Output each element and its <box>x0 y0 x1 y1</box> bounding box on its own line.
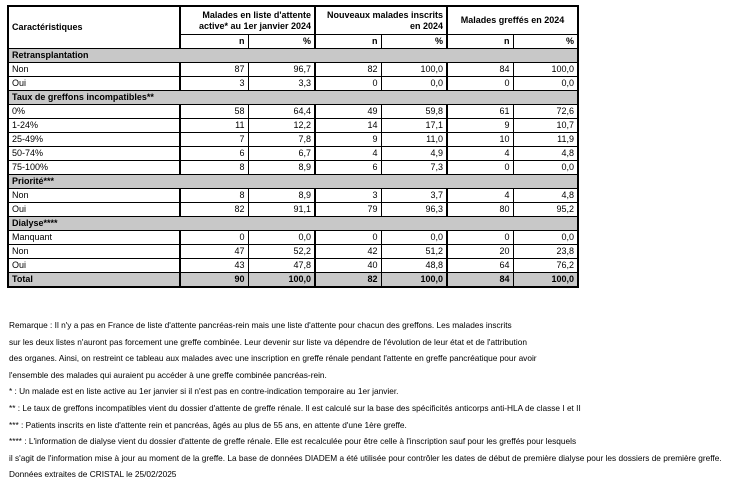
row-label: Manquant <box>8 231 180 245</box>
cell-value: 61 <box>447 105 513 119</box>
subheader-n-1: n <box>180 35 248 49</box>
cell-value: 84 <box>447 63 513 77</box>
cell-value: 3 <box>180 77 248 91</box>
section-title: Retransplantation <box>8 49 578 63</box>
cell-value: 0 <box>315 77 381 91</box>
cell-value: 4 <box>447 147 513 161</box>
cell-value: 100,0 <box>381 63 447 77</box>
cell-value: 0 <box>180 231 248 245</box>
footnote-line-3: l'ensemble des malades qui auraient pu accéder à une greffe combinée pancréas-rein. <box>9 369 327 380</box>
cell-value: 8,9 <box>248 189 315 203</box>
table-row-3-0 <box>8 231 578 245</box>
cell-value: 17,1 <box>381 119 447 133</box>
cell-value: 100,0 <box>513 63 578 77</box>
row-label: Non <box>8 63 180 77</box>
cell-value: 80 <box>447 203 513 217</box>
cell-value: 84 <box>447 273 513 288</box>
cell-value: 76,2 <box>513 259 578 273</box>
cell-value: 3 <box>315 189 381 203</box>
footnote-line-4: * : Un malade est en liste active au 1er janvier si il n'est pas en contre-indication temporaire au 1er janvier. <box>9 386 399 397</box>
table-row-1-4 <box>8 161 578 175</box>
table-row-total <box>8 273 578 288</box>
cell-value: 7,8 <box>248 133 315 147</box>
row-label: 50-74% <box>8 147 180 161</box>
cell-value: 10,7 <box>513 119 578 133</box>
cell-value: 64 <box>447 259 513 273</box>
cell-value: 0,0 <box>381 231 447 245</box>
table-row-2-0 <box>8 189 578 203</box>
cell-value: 10 <box>447 133 513 147</box>
subheader-pct-3: % <box>513 35 578 49</box>
col-group-new-patients-line2: en 2024 <box>409 20 444 31</box>
cell-value: 3,7 <box>381 189 447 203</box>
subheader-n-3: n <box>447 35 513 49</box>
cell-value: 47 <box>180 245 248 259</box>
col-group-waiting-list <box>180 6 315 35</box>
section-row-0 <box>8 49 578 63</box>
cell-value: 23,8 <box>513 245 578 259</box>
cell-value: 0 <box>315 231 381 245</box>
footnote-line-2: des organes. Ainsi, on restreint ce tableau aux malades avec une inscription en greffe rénale pendant l'attente en greffe pancréatique pour avoir <box>9 353 537 364</box>
cell-value: 0,0 <box>513 161 578 175</box>
cell-value: 0 <box>447 161 513 175</box>
section-title: Taux de greffons incompatibles** <box>8 91 578 105</box>
col-group-waiting-list-line1: Malades en liste d'attente <box>202 9 312 20</box>
footnotes-block <box>9 317 750 483</box>
cell-value: 48,8 <box>381 259 447 273</box>
cell-value: 8 <box>180 161 248 175</box>
cell-value: 40 <box>315 259 381 273</box>
footnote-line-1: sur les deux listes n'auront pas forcement une greffe combinée. Leur devenir sur liste va dépendre de l'évolution de leur état et de l'attribution <box>9 336 527 347</box>
cell-value: 4 <box>447 189 513 203</box>
row-label: 75-100% <box>8 161 180 175</box>
cell-value: 72,6 <box>513 105 578 119</box>
cell-value: 82 <box>315 63 381 77</box>
cell-value: 11,0 <box>381 133 447 147</box>
footnote-line-9: Données extraites de CRISTAL le 25/02/2025 <box>9 469 177 480</box>
col-group-waiting-list-line2: active* au 1er janvier 2024 <box>198 20 312 31</box>
table-header-row <box>8 6 578 35</box>
statistics-table <box>7 5 579 288</box>
cell-value: 79 <box>315 203 381 217</box>
section-title: Priorité*** <box>8 175 578 189</box>
section-row-3 <box>8 217 578 231</box>
table-row-0-1 <box>8 77 578 91</box>
cell-value: 82 <box>180 203 248 217</box>
cell-value: 42 <box>315 245 381 259</box>
cell-value: 51,2 <box>381 245 447 259</box>
cell-value: 96,7 <box>248 63 315 77</box>
footnote-line-8: il s'agit de l'information mise à jour au moment de la greffe. La base de données DIADEM a été utilisée pour contrôler les dates de début de première dialyse pour les dossiers de première greffe. <box>9 452 722 463</box>
cell-value: 0 <box>447 77 513 91</box>
cell-value: 7 <box>180 133 248 147</box>
subheader-pct-1: % <box>248 35 315 49</box>
col-group-transplanted: Malades greffés en 2024 <box>447 6 578 35</box>
cell-value: 7,3 <box>381 161 447 175</box>
footnote-line-7: **** : L'information de dialyse vient du dossier d'attente de greffe rénale. Elle est recalculée pour être celle à l'inscription sauf pour les greffés pour lesquels <box>9 436 577 447</box>
cell-value: 14 <box>315 119 381 133</box>
cell-value: 64,4 <box>248 105 315 119</box>
cell-value: 0,0 <box>513 231 578 245</box>
row-label: Total <box>8 273 180 288</box>
table-row-1-3 <box>8 147 578 161</box>
cell-value: 100,0 <box>381 273 447 288</box>
footnote-line-5: ** : Le taux de greffons incompatibles vient du dossier d'attente de greffe rénale. Il est calculé sur la base des spécificités anticorps anti-HLA de classe I et II <box>9 402 581 413</box>
cell-value: 3,3 <box>248 77 315 91</box>
cell-value: 95,2 <box>513 203 578 217</box>
cell-value: 9 <box>315 133 381 147</box>
cell-value: 100,0 <box>513 273 578 288</box>
cell-value: 6 <box>315 161 381 175</box>
cell-value: 59,8 <box>381 105 447 119</box>
row-label: Oui <box>8 203 180 217</box>
cell-value: 0,0 <box>513 77 578 91</box>
cell-value: 12,2 <box>248 119 315 133</box>
cell-value: 4,8 <box>513 147 578 161</box>
cell-value: 4,8 <box>513 189 578 203</box>
table-body <box>8 49 578 288</box>
col-header-caracteristiques: Caractéristiques <box>8 6 180 49</box>
cell-value: 87 <box>180 63 248 77</box>
row-label: 0% <box>8 105 180 119</box>
cell-value: 47,8 <box>248 259 315 273</box>
section-title: Dialyse**** <box>8 217 578 231</box>
col-group-new-patients-line1: Nouveaux malades inscrits <box>326 9 444 20</box>
row-label: Non <box>8 245 180 259</box>
cell-value: 0,0 <box>248 231 315 245</box>
subheader-pct-2: % <box>381 35 447 49</box>
cell-value: 9 <box>447 119 513 133</box>
cell-value: 6 <box>180 147 248 161</box>
cell-value: 8,9 <box>248 161 315 175</box>
table-row-1-1 <box>8 119 578 133</box>
cell-value: 58 <box>180 105 248 119</box>
cell-value: 43 <box>180 259 248 273</box>
subheader-n-2: n <box>315 35 381 49</box>
cell-value: 0,0 <box>381 77 447 91</box>
table-row-3-2 <box>8 259 578 273</box>
row-label: Oui <box>8 77 180 91</box>
cell-value: 11,9 <box>513 133 578 147</box>
table-row-1-2 <box>8 133 578 147</box>
cell-value: 96,3 <box>381 203 447 217</box>
section-row-2 <box>8 175 578 189</box>
row-label: Oui <box>8 259 180 273</box>
cell-value: 11 <box>180 119 248 133</box>
cell-value: 52,2 <box>248 245 315 259</box>
cell-value: 0 <box>447 231 513 245</box>
table-row-2-1 <box>8 203 578 217</box>
cell-value: 82 <box>315 273 381 288</box>
row-label: Non <box>8 189 180 203</box>
cell-value: 6,7 <box>248 147 315 161</box>
footnote-line-0: Remarque : Il n'y a pas en France de liste d'attente pancréas-rein mais une liste d'attente pour chacun des greffons. Les malades inscrits <box>9 320 512 330</box>
table-row-3-1 <box>8 245 578 259</box>
cell-value: 4 <box>315 147 381 161</box>
cell-value: 100,0 <box>248 273 315 288</box>
table-row-0-0 <box>8 63 578 77</box>
cell-value: 4,9 <box>381 147 447 161</box>
footnote-line-6: *** : Patients inscrits en liste d'attente rein et pancréas, âgés au plus de 55 ans, en attente d'une 1ère greffe. <box>9 419 407 430</box>
col-group-new-patients <box>315 6 447 35</box>
row-label: 1-24% <box>8 119 180 133</box>
section-row-1 <box>8 91 578 105</box>
cell-value: 20 <box>447 245 513 259</box>
cell-value: 49 <box>315 105 381 119</box>
cell-value: 91,1 <box>248 203 315 217</box>
cell-value: 90 <box>180 273 248 288</box>
cell-value: 8 <box>180 189 248 203</box>
row-label: 25-49% <box>8 133 180 147</box>
table-row-1-0 <box>8 105 578 119</box>
